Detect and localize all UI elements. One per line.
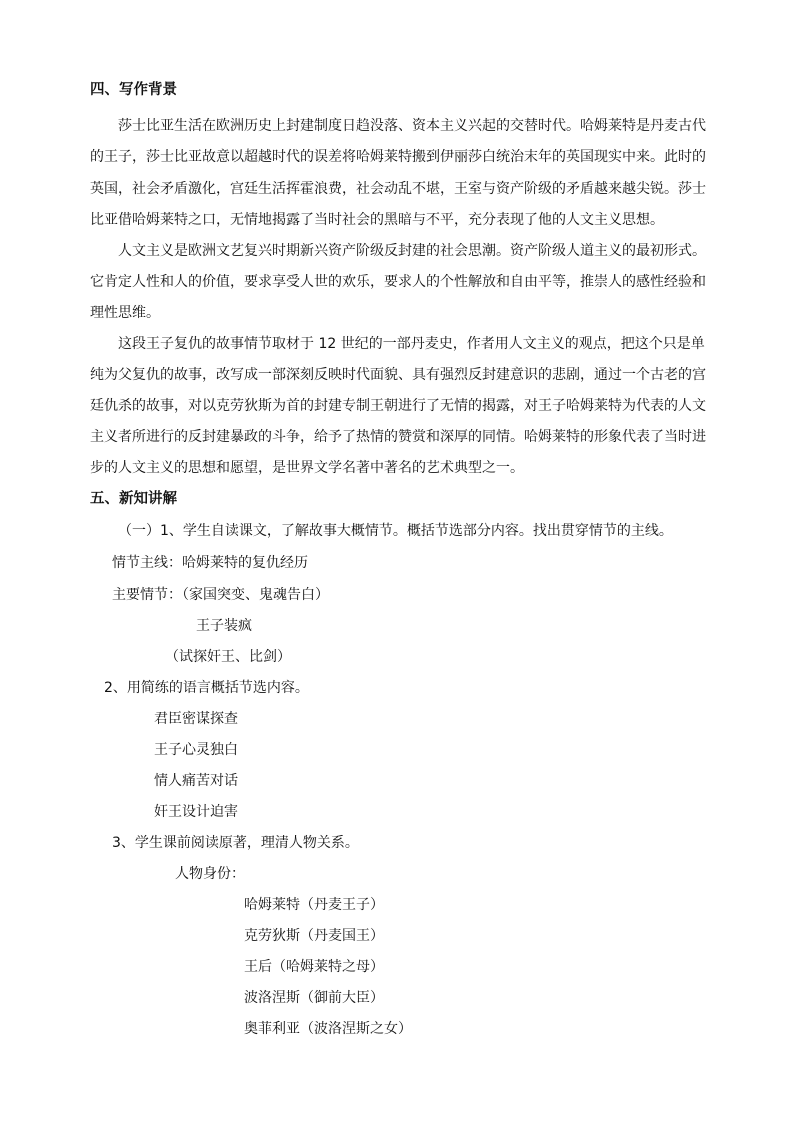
- main-plot-item: （试探奸王、比剑）: [165, 649, 291, 665]
- paragraph-line: 这段王子复仇的故事情节取材于 12 世纪的一部丹麦史，作者用人文主义的观点，把这个只是单: [118, 336, 705, 352]
- paragraph-line: 纯为父复仇的故事，改写成一部深刻反映时代面貌、具有强烈反封建意识的悲剧，通过一个古老的宫: [90, 367, 706, 383]
- question-3: 3、学生课前阅读原著，理清人物关系。: [112, 835, 359, 851]
- summary-item: 奸王设计迫害: [154, 804, 238, 820]
- role-item: 哈姆莱特（丹麦王子）: [244, 897, 384, 913]
- roles-label: 人物身份：: [175, 866, 245, 882]
- main-plot-item: 王子装疯: [196, 618, 252, 634]
- paragraph-line: 理性思维。: [90, 305, 160, 321]
- section-heading-writing-background: 四、写作背景: [90, 82, 177, 98]
- paragraph-line: 主义者所进行的反封建暴政的斗争，给予了热情的赞赏和深厚的同情。哈姆莱特的形象代表了当时进: [90, 429, 706, 445]
- role-item: 王后（哈姆莱特之母）: [244, 959, 384, 975]
- question-2: 2、用简练的语言概括节选内容。: [104, 680, 309, 696]
- question-1: （一）1、学生自读课文，了解故事大概情节。概括节选部分内容。找出贯穿情节的主线。: [118, 523, 673, 539]
- role-item: 奥菲利亚（波洛涅斯之女）: [244, 1021, 412, 1037]
- main-plot-label: 主要情节：（家国突变、鬼魂告白）: [112, 587, 329, 603]
- section-heading-new-knowledge: 五、新知讲解: [90, 491, 177, 507]
- paragraph-line: 的王子，莎士比亚故意以超越时代的误差将哈姆莱特搬到伊丽莎白统治末年的英国现实中来。此时的: [90, 149, 706, 165]
- summary-item: 王子心灵独白: [154, 742, 238, 758]
- role-item: 波洛涅斯（御前大臣）: [244, 990, 384, 1006]
- summary-item: 情人痛苦对话: [154, 773, 238, 789]
- paragraph-line: 比亚借哈姆莱特之口，无情地揭露了当时社会的黑暗与不平，充分表现了他的人文主义思想。: [90, 212, 664, 228]
- paragraph-line: 廷仇杀的故事，对以克劳狄斯为首的封建专制王朝进行了无情的揭露，对王子哈姆莱特为代表的人文: [90, 398, 706, 414]
- paragraph-line: 人文主义是欧洲文艺复兴时期新兴资产阶级反封建的社会思潮。资产阶级人道主义的最初形式。: [118, 243, 706, 259]
- role-item: 克劳狄斯（丹麦国王）: [244, 928, 384, 944]
- paragraph-line: 步的人文主义的思想和愿望，是世界文学名著中著名的艺术典型之一。: [90, 460, 524, 476]
- plot-mainline: 情节主线：哈姆莱特的复仇经历: [112, 555, 308, 571]
- paragraph-line: 它肯定人性和人的价值，要求享受人世的欢乐，要求人的个性解放和自由平等，推崇人的感性经验和: [90, 274, 706, 290]
- paragraph-line: 莎士比亚生活在欧洲历史上封建制度日趋没落、资本主义兴起的交替时代。哈姆莱特是丹麦古代: [118, 118, 706, 134]
- summary-item: 君臣密谋探查: [154, 711, 238, 727]
- paragraph-line: 英国，社会矛盾激化，宫廷生活挥霍浪费，社会动乱不堪，王室与资产阶级的矛盾越来越尖锐。莎士: [90, 181, 706, 197]
